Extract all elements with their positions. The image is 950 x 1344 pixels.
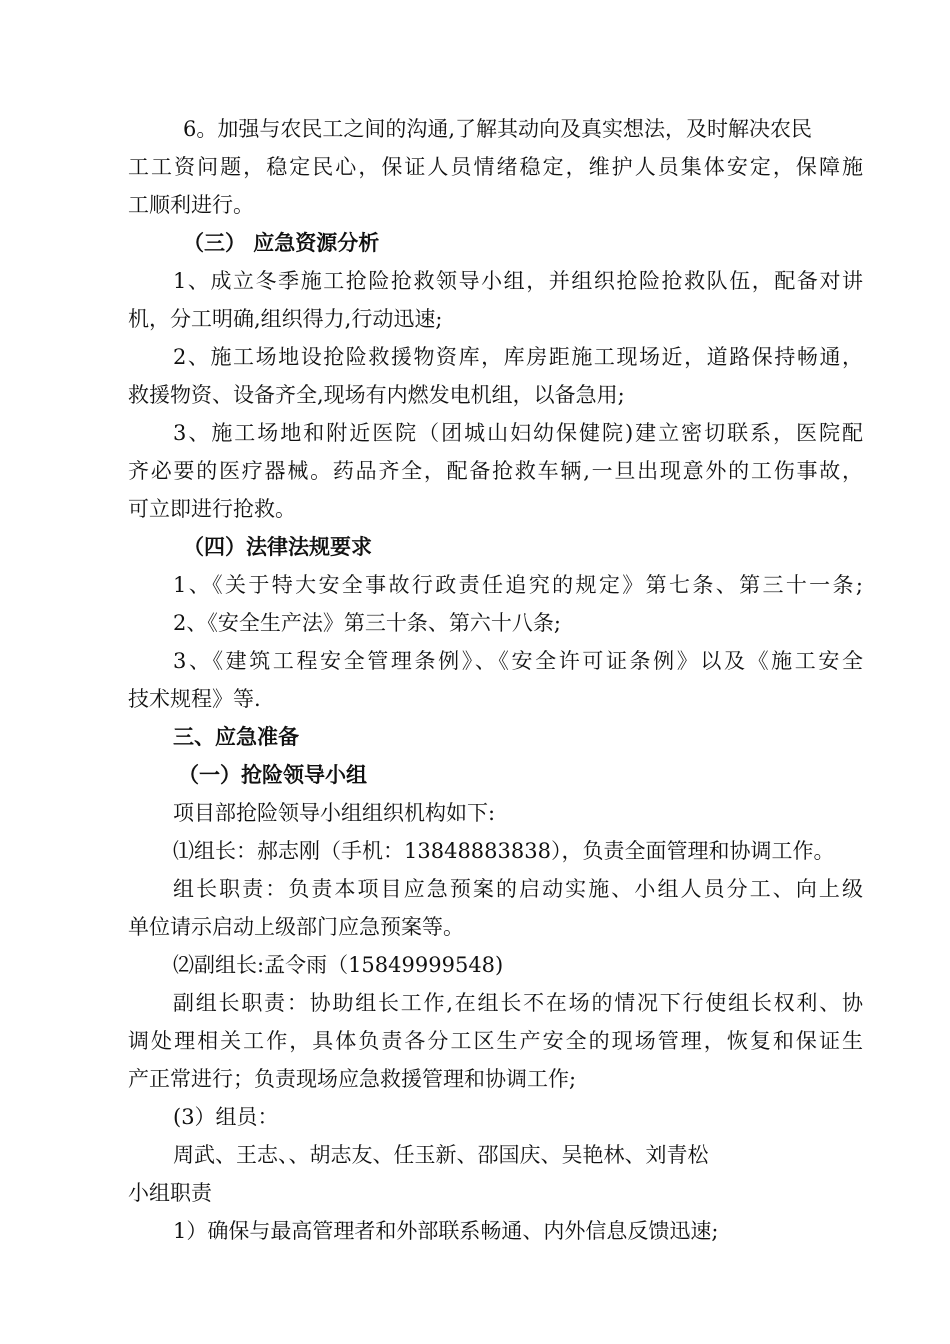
paragraph-line: 工工资问题，稳定民心，保证人员情绪稳定，维护人员集体安定，保障施 — [128, 155, 863, 179]
paragraph-line: 6。加强与农民工之间的沟通,了解其动向及真实想法，及时解决农民 — [183, 117, 813, 141]
paragraph-line: 组长职责：负责本项目应急预案的启动实施、小组人员分工、向上级 — [173, 877, 863, 901]
paragraph-line: 3、施工场地和附近医院（团城山妇幼保健院)建立密切联系，医院配 — [173, 421, 863, 445]
paragraph-line: 副组长职责：协助组长工作,在组长不在场的情况下行使组长权利、协 — [173, 991, 863, 1015]
paragraph-line: 产正常进行；负责现场应急救援管理和协调工作; — [128, 1067, 577, 1091]
paragraph-line: 1）确保与最高管理者和外部联系畅通、内外信息反馈迅速; — [173, 1219, 719, 1243]
paragraph-line: 齐必要的医疗器械。药品齐全，配备抢救车辆,一旦出现意外的工伤事故， — [128, 459, 863, 483]
paragraph-line: 工顺利进行。 — [128, 193, 254, 217]
paragraph-line: 周武、王志、、胡志友、任玉新、邵国庆、吴艳林、刘青松 — [173, 1143, 709, 1167]
section-heading: （四）法律法规要求 — [183, 534, 372, 559]
paragraph-line: 单位请示启动上级部门应急预案等。 — [128, 915, 464, 939]
paragraph-line: 3、《建筑工程安全管理条例》、《安全许可证条例》以及《施工安全 — [173, 649, 863, 673]
paragraph-line: 小组职责 — [128, 1181, 212, 1205]
section-heading: （三） 应急资源分析 — [183, 230, 380, 255]
paragraph-line: 2、《安全生产法》第三十条、第六十八条; — [173, 611, 561, 635]
paragraph-line: ⑵副组长:孟令雨（15849999548) — [173, 953, 504, 977]
paragraph-line: 救援物资、设备齐全,现场有内燃发电机组，以备急用; — [128, 383, 625, 407]
section-heading: （一）抢险领导小组 — [178, 762, 367, 787]
paragraph-line: ⑴组长：郝志刚（手机：13848883838），负责全面管理和协调工作。 — [173, 839, 835, 863]
paragraph-line: 机，分工明确,组织得力,行动迅速; — [128, 307, 443, 331]
paragraph-line: 技术规程》等. — [128, 687, 261, 711]
paragraph-line: 2、施工场地设抢险救援物资库，库房距施工现场近，道路保持畅通， — [173, 345, 863, 369]
paragraph-line: (3）组员： — [173, 1105, 279, 1129]
paragraph-line: 1、成立冬季施工抢险抢救领导小组，并组织抢险抢救队伍，配备对讲 — [173, 269, 863, 293]
paragraph-line: 调处理相关工作，具体负责各分工区生产安全的现场管理，恢复和保证生 — [128, 1029, 863, 1053]
paragraph-line: 1、《关于特大安全事故行政责任追究的规定》第七条、第三十一条; — [173, 573, 863, 597]
chapter-heading: 三、应急准备 — [173, 724, 299, 749]
paragraph-line: 可立即进行抢救。 — [128, 497, 296, 521]
paragraph-line: 项目部抢险领导小组组织机构如下: — [173, 801, 496, 825]
